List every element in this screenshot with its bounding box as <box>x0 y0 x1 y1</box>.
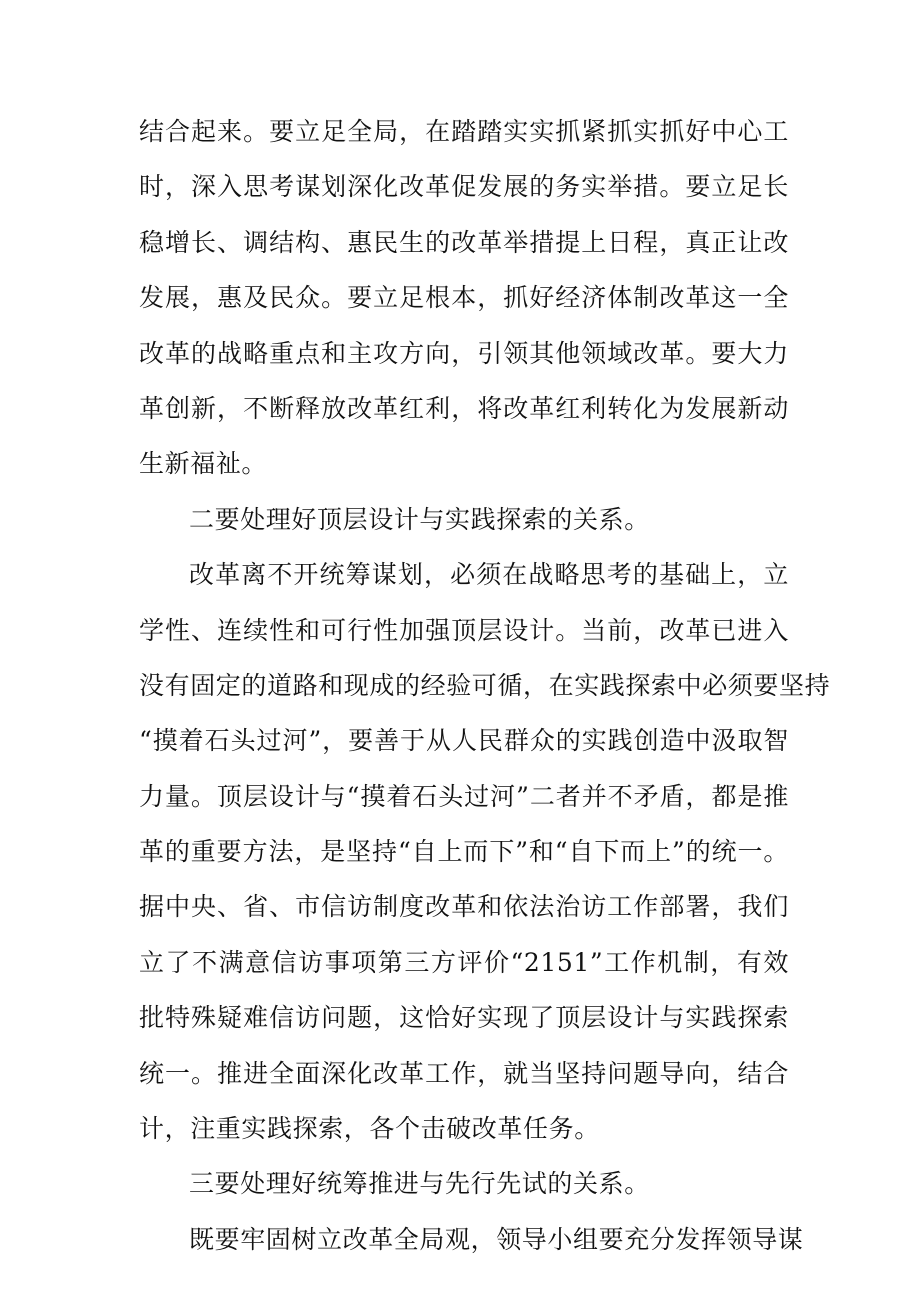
paragraph-line: 革创新，不断释放改革红利，将改革红利转化为发展新动 <box>139 393 789 423</box>
paragraph-line: 改革离不开统筹谋划，必须在战略思考的基础上，立 <box>189 560 789 590</box>
paragraph-line: 计，注重实践探索，各个击破改革任务。 <box>139 1114 600 1144</box>
document-body <box>139 104 831 1267</box>
paragraph-line: 学性、连续性和可行性加强顶层设计。当前，改革已进入 <box>139 615 789 645</box>
paragraph-line: 既要牢固树立改革全局观，领导小组要充分发挥领导谋 <box>189 1224 804 1254</box>
paragraph-line: 据中央、省、市信访制度改革和依法治访工作部署，我们 <box>139 892 789 922</box>
paragraph-line: 发展，惠及民众。要立足根本，抓好经济体制改革这一全 <box>139 283 789 313</box>
paragraph-line: 立了不满意信访事项第三方评价“2151”工作机制，有效 <box>139 947 789 977</box>
paragraph-line: 革的重要方法，是坚持“自上而下”和“自下而上”的统一。 <box>139 837 789 867</box>
paragraph-line: 稳增长、调结构、惠民生的改革举措提上日程，真正让改 <box>139 227 789 257</box>
paragraph-line: 改革的战略重点和主攻方向，引领其他领域改革。要大力 <box>139 338 789 368</box>
paragraph-line: 力量。顶层设计与“摸着石头过河”二者并不矛盾，都是推 <box>139 781 789 811</box>
paragraph-line: 生新福祉。 <box>139 449 268 479</box>
paragraph-line: “摸着石头过河”，要善于从人民群众的实践创造中汲取智 <box>139 726 789 756</box>
paragraph-line: 没有固定的道路和现成的经验可循，在实践探索中必须要坚持 <box>139 670 831 700</box>
paragraph-line: 统一。推进全面深化改革工作，就当坚持问题导向，结合 <box>139 1058 789 1088</box>
section-heading: 二要处理好顶层设计与实践探索的关系。 <box>189 504 650 534</box>
section-heading: 三要处理好统筹推进与先行先试的关系。 <box>189 1169 650 1199</box>
paragraph-line: 结合起来。要立足全局，在踏踏实实抓紧抓实抓好中心工 <box>139 117 789 146</box>
paragraph-line: 时，深入思考谋划深化改革促发展的务实举措。要立足长 <box>139 172 789 202</box>
paragraph-line: 批特殊疑难信访问题，这恰好实现了顶层设计与实践探索 <box>139 1003 789 1033</box>
